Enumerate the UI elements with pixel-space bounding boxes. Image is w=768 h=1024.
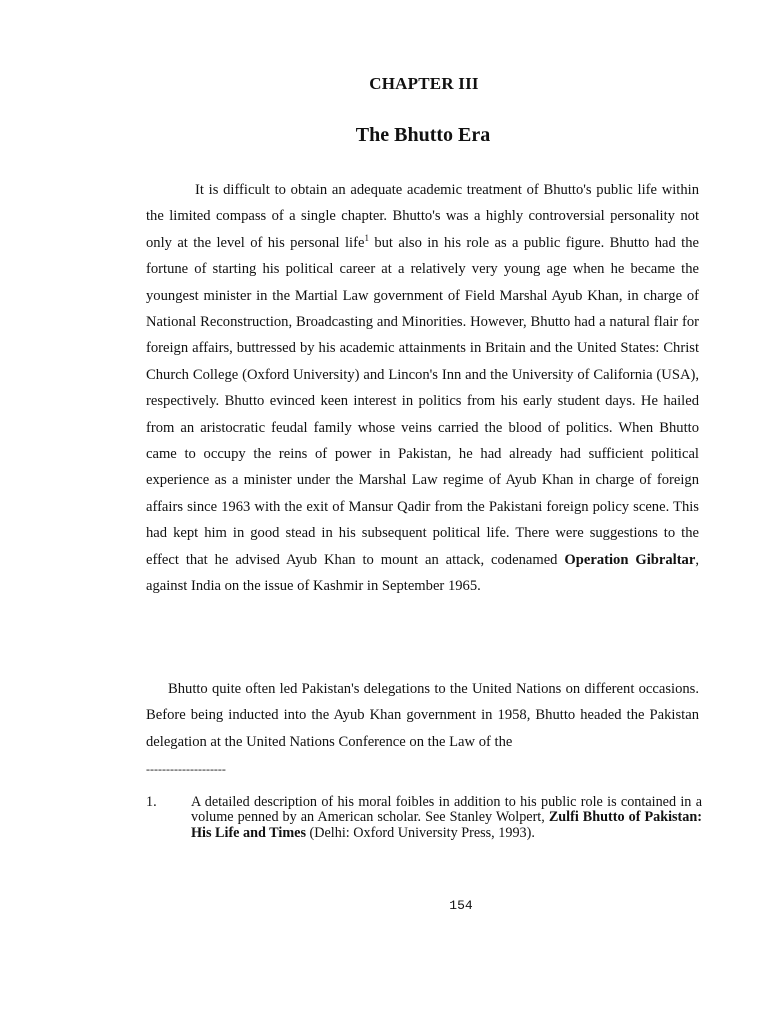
footnote-book-title: Zulfi Bhutto of Pakistan: His Life and Times xyxy=(191,809,702,841)
chapter-heading: CHAPTER III xyxy=(369,74,479,93)
paragraph-text: , against India on the issue of Kashmir in September 1965. xyxy=(146,551,699,595)
footnote-reference: 1 xyxy=(364,232,369,243)
chapter-title: The Bhutto Era xyxy=(355,124,491,146)
footnote-text xyxy=(191,795,702,841)
footnote-separator: -------------------- xyxy=(146,762,226,776)
page-number: 154 xyxy=(449,898,473,913)
paragraph-text: It is difficult to obtain an adequate academic treatment of Bhutto's public life within the limited compass of a single chapter. Bhutto's was a highly controversial personality not only at the level of his personal life xyxy=(146,182,699,251)
paragraph-text: but also in his role as a public figure. Bhutto had the fortune of starting his political career at a relatively very young age when he became the youngest minister in the Martial Law government of Field Marshal Ayub Khan, in charge of National Reconstruction, Broadcasting and Minorities. However, Bhutto had a natural flair for foreign affairs, buttressed by his academic attainments in Britain and the United States: Christ Church College (Oxford University) and Lincon's Inn and the University of California (USA), respectively. Bhutto evinced keen interest in politics from his early student days. He hailed from an aristocratic feudal family whose veins carried the blood of politics. When Bhutto came to occupy the reins of power in Pakistan, he had already had sufficient political experience as a minister under the Marshal Law regime of Ayub Khan in charge of foreign affairs since 1963 with the exit of Mansur Qadir from the Pakistani foreign policy scene. This had kept him in good stead in his subsequent political life. There were suggestions to the effect that he advised Ayub Khan to mount an attack, codenamed xyxy=(146,234,700,568)
body-paragraph-2: Bhutto quite often led Pakistan's delegations to the United Nations on different occasions. Before being inducted into the Ayub Khan government in 1958, Bhutto headed the Pakistan delegation at the United Nations Conference on the Law of the xyxy=(146,681,699,750)
footnote-text-part: (Delhi: Oxford University Press, 1993). xyxy=(305,824,535,841)
body-paragraph-1 xyxy=(146,177,699,600)
bold-term: Operation Gibraltar xyxy=(564,551,696,568)
footnote-number: 1. xyxy=(146,794,157,810)
footnote xyxy=(146,795,702,841)
footnote-text-part: A detailed description of his moral foibles in addition to his public role is contained in a volume penned by an American scholar. See Stanley Wolpert, xyxy=(191,794,702,826)
